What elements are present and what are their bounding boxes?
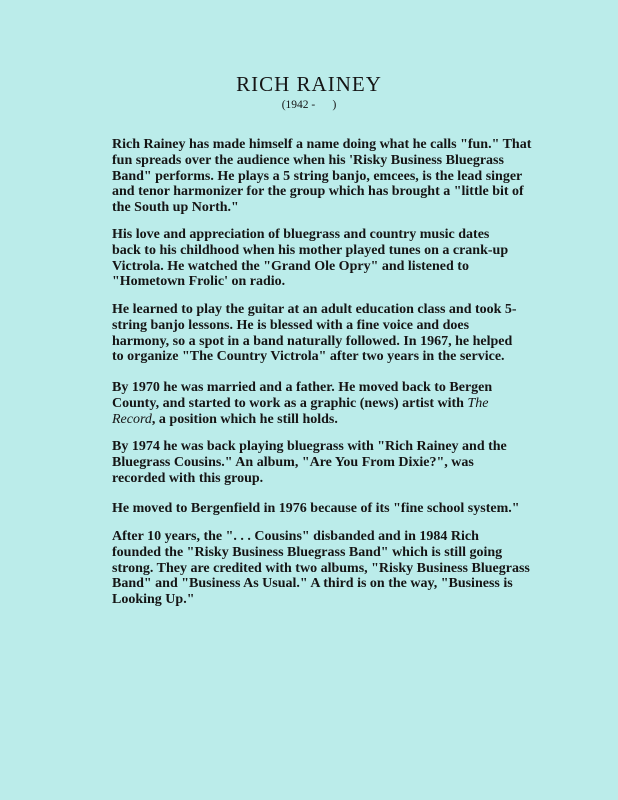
text-line: recorded with this group. bbox=[112, 470, 264, 486]
text-line: back to his childhood when his mother played tunes on a crank-up bbox=[112, 242, 509, 258]
text-line: to organize "The Country Victrola" after two years in the service. bbox=[112, 349, 505, 365]
text-line: the South up North." bbox=[112, 200, 239, 216]
text-line: fun spreads over the audience when his 'Risky Business Bluegrass bbox=[112, 152, 504, 168]
publication-title-part: The bbox=[467, 395, 489, 411]
paragraph-bergenfield bbox=[112, 501, 572, 517]
publication-title-part: Record bbox=[112, 411, 152, 427]
text-line: After 10 years, the ". . . Cousins" disbanded and in 1984 Rich bbox=[112, 529, 479, 544]
text-line: By 1970 he was married and a father. He moved back to Bergen bbox=[112, 380, 493, 395]
text-line: Bluegrass Cousins." An album, "Are You From Dixie?", was bbox=[112, 454, 474, 470]
text-line: He moved to Bergenfield in 1976 because of its "fine school system." bbox=[112, 501, 520, 516]
text-line bbox=[112, 396, 572, 412]
text-line: "Hometown Frolic' on radio. bbox=[112, 274, 286, 290]
text-line: Band" performs. He plays a 5 string banjo, emcees, is the lead singer bbox=[112, 168, 523, 184]
text-line: strong. They are credited with two albums, "Risky Business Bluegrass bbox=[112, 560, 530, 576]
text-line: Looking Up." bbox=[112, 592, 195, 608]
text-line: harmony, so a spot in a band naturally followed. In 1967, he helped bbox=[112, 333, 513, 349]
paragraph-learning bbox=[112, 302, 572, 365]
text-segment: , a position which he still holds. bbox=[151, 411, 338, 427]
text-line: Band" and "Business As Usual." A third is on the way, "Business is bbox=[112, 576, 513, 592]
paragraph-1974 bbox=[112, 439, 572, 486]
text-line: He learned to play the guitar at an adult education class and took 5- bbox=[112, 302, 517, 317]
paragraph-childhood bbox=[112, 227, 572, 290]
text-line: Rich Rainey has made himself a name doing what he calls "fun." That bbox=[112, 137, 532, 152]
text-line: By 1974 he was back playing bluegrass with "Rich Rainey and the bbox=[112, 439, 507, 454]
paragraph-intro bbox=[112, 137, 572, 216]
text-line: string banjo lessons. He is blessed with a fine voice and does bbox=[112, 317, 470, 333]
paragraph-risky-business bbox=[112, 529, 572, 608]
text-line: and tenor harmonizer for the group which has brought a "little bit of bbox=[112, 184, 524, 200]
text-line: founded the "Risky Business Bluegrass Band" which is still going bbox=[112, 544, 503, 560]
text-line: Victrola. He watched the "Grand Ole Opry" and listened to bbox=[112, 258, 469, 274]
text-line bbox=[112, 412, 572, 428]
text-line: His love and appreciation of bluegrass and country music dates bbox=[112, 227, 490, 242]
document-title: RICH RAINEY bbox=[236, 72, 382, 96]
paragraph-1970 bbox=[112, 380, 572, 427]
text-segment: County, and started to work as a graphic (news) artist with bbox=[112, 395, 468, 411]
life-dates: (1942 - ) bbox=[281, 99, 337, 111]
